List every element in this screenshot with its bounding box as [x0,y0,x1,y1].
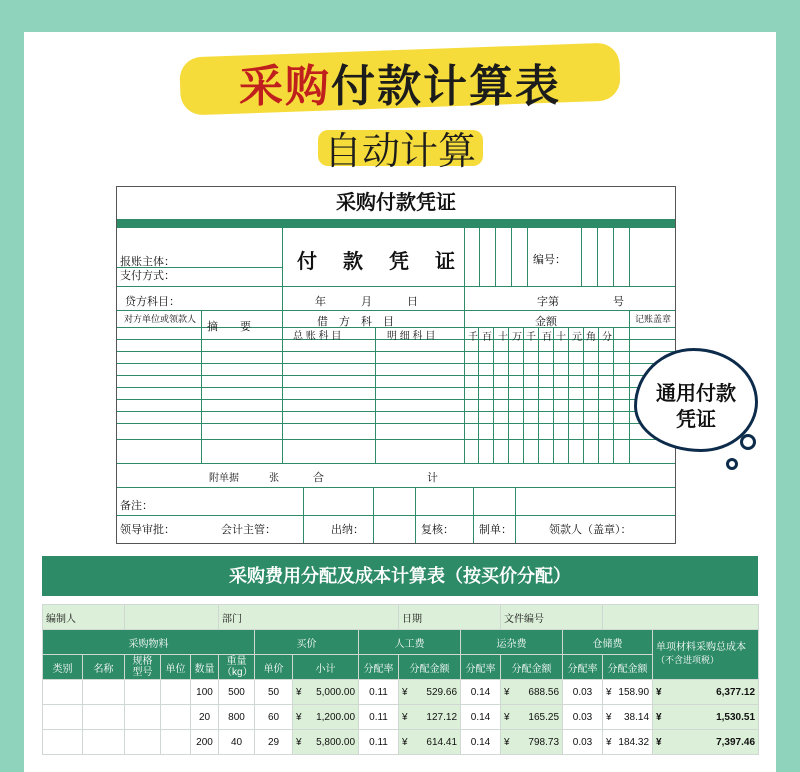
col-spec: 规格型号 [125,655,161,680]
amount-digit-1: 千 [468,332,478,343]
amount-digit-2: 百 [482,332,492,343]
cell-unit [161,705,191,730]
group-labor: 人工费 [359,630,461,655]
cell-price-value: 60 [267,711,280,723]
cell-spec [125,680,161,705]
col-rate-freight: 分配率 [461,655,501,680]
cost-table-body [43,680,759,755]
cell-unit [161,680,191,705]
meta-dept: 部门 [219,605,399,630]
meta-editor: 编制人 [43,605,125,630]
meta-row [43,605,759,630]
cell-weight [219,680,255,705]
group-material: 采购物料 [43,630,255,655]
col-unit-price: 单价 [255,655,293,680]
cell-alloc-storage [603,730,653,755]
cell-weight [219,705,255,730]
field-year: 年 [315,296,326,308]
voucher-title-bar [117,219,675,228]
cell-rate-storage [563,730,603,755]
cell-weight-value: 40 [230,736,243,748]
table-row [43,730,759,755]
col-name: 名称 [83,655,125,680]
column-header-row [43,655,759,680]
col-unit: 单位 [161,655,191,680]
cell-alloc-labor [399,705,461,730]
cell-rate-labor-value: 0.11 [369,736,388,748]
cell-subtotal [293,680,359,705]
table-row [43,705,759,730]
header-posting: 记账盖章 [634,314,671,324]
cell-alloc-freight-value: 798.73 [528,736,560,748]
cell-subtotal-value: 1,200.00 [316,711,356,723]
cell-total [653,680,759,705]
page-title [0,50,800,114]
currency-sign: ¥ [656,686,662,698]
footer-maker: 制单： [479,524,512,536]
amount-digit-5: 千 [526,332,536,343]
col-rate-storage: 分配率 [563,655,603,680]
cell-rate-freight-value: 0.14 [470,711,491,723]
currency-sign: ¥ [656,711,662,723]
speech-cloud [634,348,758,452]
title-black-part: 付款计算表 [331,62,561,111]
footer-cashier: 出纳： [331,524,364,536]
page-subtitle: 自动计算 [323,131,476,173]
group-header-row [43,630,759,655]
cell-alloc-storage [603,680,653,705]
cell-rate-storage-value: 0.03 [572,711,593,723]
cell-rate-storage-value: 0.03 [572,686,593,698]
cell-alloc-storage-value: 184.32 [618,736,650,748]
currency-sign: ¥ [656,736,662,748]
cell-rate-freight [461,730,501,755]
meta-file-no: 文件编号 [501,605,603,630]
cell-price [255,705,293,730]
cell-price [255,730,293,755]
col-alloc-storage: 分配金额 [603,655,653,680]
cell-alloc-storage-value: 158.90 [618,686,650,698]
group-freight: 运杂费 [461,630,563,655]
cell-subtotal-value: 5,000.00 [316,686,356,698]
field-day: 日 [407,296,418,308]
cloud-line-2: 凭证 [676,409,716,431]
col-weight: 重量（kg） [219,655,255,680]
cell-qty [191,730,219,755]
cell-rate-labor-value: 0.11 [369,686,388,698]
col-qty: 数量 [191,655,219,680]
amount-digit-7: 十 [556,332,566,343]
table-row [43,680,759,705]
cell-qty [191,680,219,705]
amount-digit-4: 万 [512,332,522,343]
cell-rate-storage [563,680,603,705]
cell-alloc-freight-value: 165.25 [528,711,560,723]
cell-name [83,730,125,755]
cell-subtotal [293,730,359,755]
cell-rate-labor [359,730,399,755]
cell-alloc-freight [501,680,563,705]
currency-sign: ¥ [504,711,510,723]
group-total: 单项材料采购总成本（不含进项税） [653,630,759,680]
currency-sign: ¥ [606,711,612,723]
cell-rate-storage [563,705,603,730]
header-general: 总 账 科 目 [293,331,342,342]
cell-type [43,680,83,705]
header-amount: 金额 [535,316,557,328]
cell-rate-labor-value: 0.11 [369,711,388,723]
cell-rate-labor [359,705,399,730]
field-account-subject: 报账主体： [120,256,175,268]
col-type: 类别 [43,655,83,680]
cloud-bubble-small [726,458,738,470]
cell-unit [161,730,191,755]
cell-qty-value: 200 [196,736,213,748]
cell-alloc-freight [501,705,563,730]
cell-rate-storage-value: 0.03 [572,736,593,748]
currency-sign: ¥ [296,736,302,748]
cell-qty [191,705,219,730]
cell-total-value: 6,377.12 [716,686,756,698]
cell-rate-freight [461,705,501,730]
cell-alloc-freight [501,730,563,755]
cell-price-value: 29 [267,736,280,748]
cell-subtotal-value: 5,800.00 [316,736,356,748]
footer-he: 合 [313,472,324,484]
currency-sign: ¥ [606,686,612,698]
header-counterparty: 对方单位或领款人 [123,314,196,324]
cell-price-value: 50 [267,686,280,698]
header-summary: 摘 要 [207,321,251,333]
footer-ji: 计 [427,472,438,484]
footer-attach: 附单据 [209,473,239,484]
cell-type [43,730,83,755]
cell-name [83,680,125,705]
cell-rate-freight-value: 0.14 [470,736,491,748]
col-subtotal: 小计 [293,655,359,680]
currency-sign: ¥ [296,711,302,723]
cell-subtotal [293,705,359,730]
cell-weight-value: 800 [228,711,245,723]
cell-total-value: 7,397.46 [716,736,756,748]
currency-sign: ¥ [504,686,510,698]
col-alloc-freight: 分配金额 [501,655,563,680]
amount-digit-8: 元 [572,332,582,343]
cloud-line-1: 通用付款 [656,383,736,405]
voucher-big-title: 付款凭证 [297,251,481,273]
field-credit-subject: 贷方科目： [125,296,180,308]
cost-table-section [42,556,758,772]
amount-digit-6: 百 [542,332,552,343]
cell-rate-freight [461,680,501,705]
cost-table-title: 采购费用分配及成本计算表（按买价分配） [42,556,758,596]
meta-date: 日期 [399,605,501,630]
field-hao: 号 [613,296,624,308]
col-alloc-labor: 分配金额 [399,655,461,680]
footer-receiver: 领款人（盖章）： [549,524,632,536]
cell-name [83,705,125,730]
cell-rate-labor [359,680,399,705]
footer-zhang: 张 [269,473,279,484]
header-detail: 明 细 科 目 [387,331,436,342]
cell-spec [125,730,161,755]
cell-qty-value: 100 [196,686,213,698]
cell-total [653,730,759,755]
cell-alloc-freight-value: 688.56 [528,686,560,698]
cloud-bubble-large [740,434,756,450]
currency-sign: ¥ [504,736,510,748]
cell-price [255,680,293,705]
footer-reviewer: 复核： [421,524,454,536]
group-storage: 仓储费 [563,630,653,655]
cell-total-value: 1,530.51 [716,711,756,723]
cell-alloc-storage [603,705,653,730]
cell-weight [219,730,255,755]
amount-digit-10: 分 [602,332,612,343]
currency-sign: ¥ [402,736,408,748]
header-debit: 借 方 科 目 [317,316,394,328]
footer-note: 备注： [120,500,153,512]
cell-spec [125,705,161,730]
amount-digit-3: 十 [498,332,508,343]
cell-alloc-labor-value: 127.12 [426,711,458,723]
cell-alloc-labor [399,680,461,705]
cell-alloc-labor-value: 614.41 [426,736,458,748]
cost-table [42,604,759,755]
currency-sign: ¥ [296,686,302,698]
cell-qty-value: 20 [198,711,211,723]
group-price: 买价 [255,630,359,655]
amount-digit-9: 角 [586,332,596,343]
currency-sign: ¥ [402,711,408,723]
payment-voucher [116,186,676,544]
cell-alloc-storage-value: 38.14 [623,711,650,723]
cell-alloc-labor [399,730,461,755]
field-pay-method: 支付方式： [120,270,175,282]
footer-leader: 领导审批： [120,524,175,536]
col-rate-labor: 分配率 [359,655,399,680]
cell-alloc-labor-value: 529.66 [426,686,458,698]
field-month: 月 [361,296,372,308]
cell-rate-freight-value: 0.14 [470,686,491,698]
field-serial: 编号： [533,254,566,266]
cell-type [43,705,83,730]
voucher-title: 采购付款凭证 [336,192,456,214]
currency-sign: ¥ [606,736,612,748]
field-zi-di: 字第 [537,296,559,308]
footer-accountant: 会计主管： [221,524,276,536]
title-red-part: 采购 [239,62,331,111]
cell-weight-value: 500 [228,686,245,698]
currency-sign: ¥ [402,686,408,698]
cell-total [653,705,759,730]
